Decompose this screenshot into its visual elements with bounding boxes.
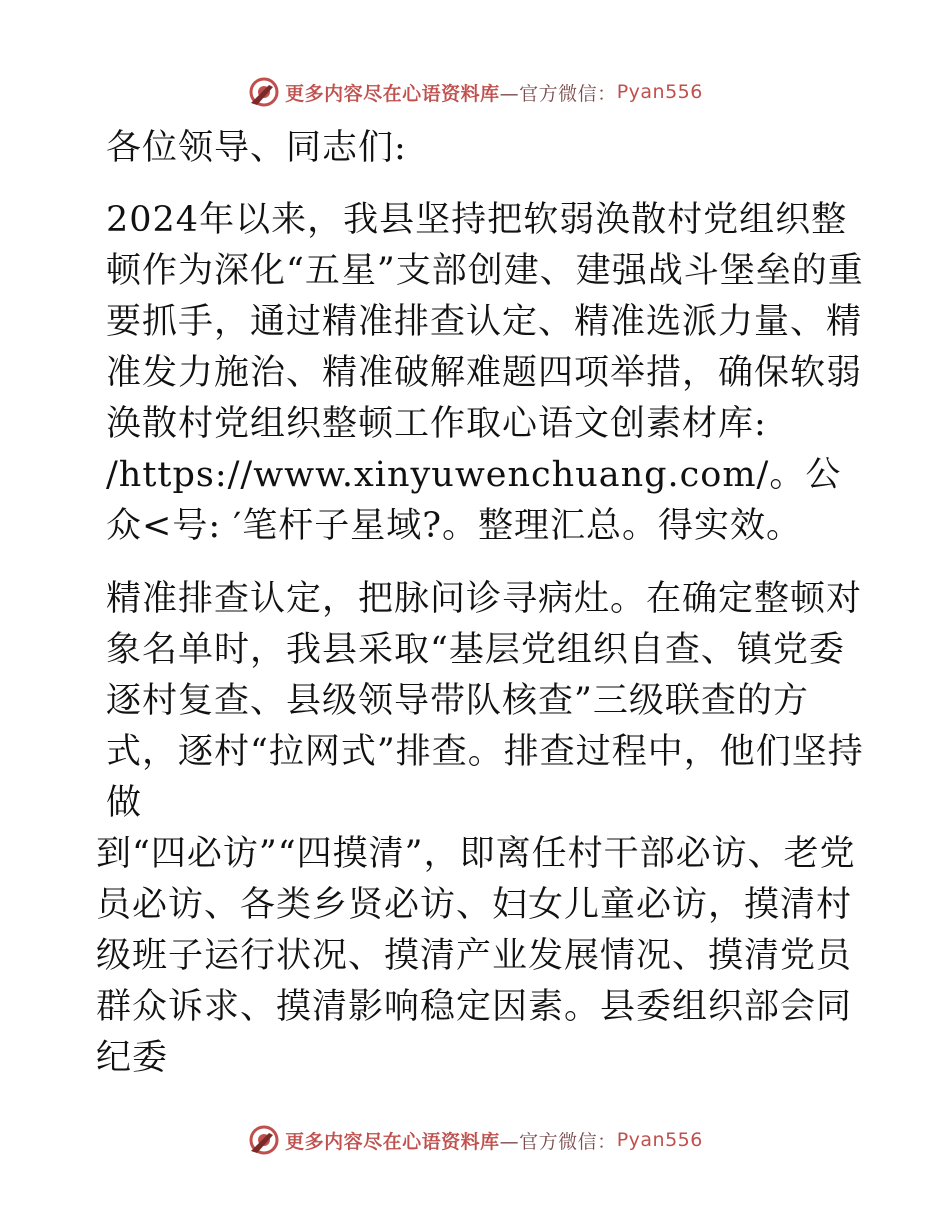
- document-body: [96, 118, 866, 1101]
- header-banner: [0, 72, 950, 112]
- brand-logo-icon: [247, 1123, 281, 1157]
- footer-banner: [0, 1120, 950, 1160]
- wechat-handle: Pyan556: [616, 81, 703, 103]
- paragraph-1: 2024年以来，我县坚持把软弱涣散村党组织整顿作为深化“五星”支部创建、建强战斗堡垒的重要抓手，通过精准排查认定、精准选派力量、精准发力施治、精准破解难题四项举措，确保软弱涣散村党组织整顿工作取心语文创素材库: /https://www.xinyuwenchuang.com/。公众<号: ′笔杆子星域?。整理汇总。得实效。: [106, 200, 864, 546]
- salutation: 各位领导、同志们:: [106, 128, 407, 168]
- wechat-handle: Pyan556: [616, 1129, 703, 1151]
- contact-label: —官方微信：: [499, 82, 617, 105]
- promo-text: 更多内容尽在心语资料库: [285, 1130, 500, 1153]
- brand-logo-icon: [247, 75, 281, 109]
- promo-text: 更多内容尽在心语资料库: [285, 82, 500, 105]
- contact-label: —官方微信：: [499, 1130, 617, 1153]
- paragraph-2-second: 到“四必访”“四摸清”，即离任村干部必访、老党员必访、各类乡贤必访、妇女儿童必访，摸清村级班子运行状况、摸清产业发展情况、摸清党员群众诉求、摸清影响稳定因素。县委组织部会同纪委: [96, 834, 856, 1078]
- paragraph-2-first: 精准排查认定，把脉问诊寻病灶。在确定整顿对象名单时，我县采取“基层党组织自查、镇党委逐村复查、县级领导带队核查”三级联查的方式，逐村“拉网式”排查。排查过程中，他们坚持做: [106, 579, 864, 823]
